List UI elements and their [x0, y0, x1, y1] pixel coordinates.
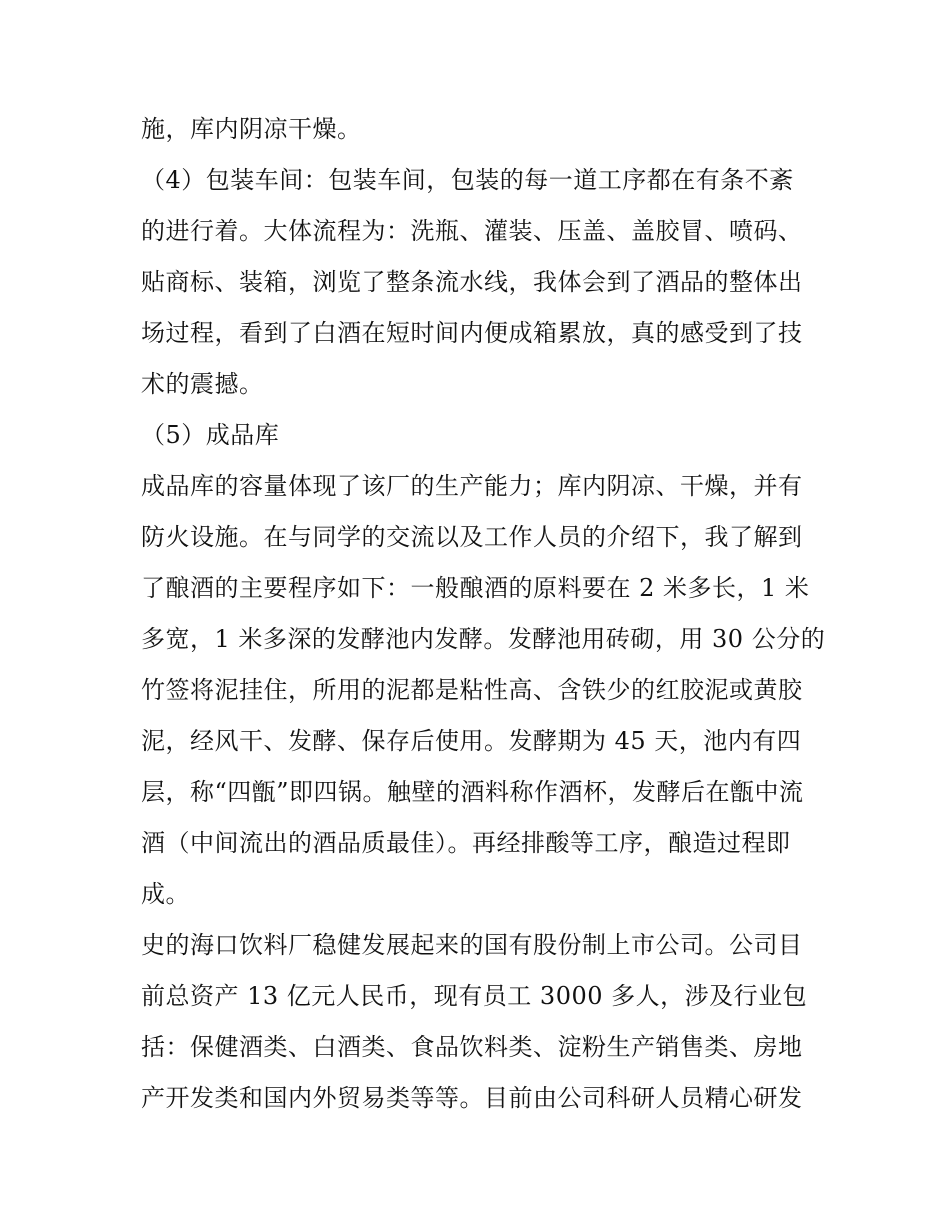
text-line: （4）包装车间：包装车间，包装的每一道工序都在有条不紊: [141, 166, 794, 194]
text-line: 术的震撼。: [141, 370, 264, 398]
section-heading: （5）成品库: [141, 421, 280, 449]
text-line: 贴商标、装箱，浏览了整条流水线，我体会到了酒品的整体出: [141, 268, 803, 296]
text-line: 层，称“四甑”即四锅。触壁的酒料称作酒杯，发酵后在甑中流: [141, 778, 804, 806]
text-line: 产开发类和国内外贸易类等等。目前由公司科研人员精心研发: [141, 1084, 803, 1112]
text-line: 成品库的容量体现了该厂的生产能力；库内阴凉、干燥，并有: [141, 472, 803, 500]
text-line: 了酿酒的主要程序如下：一般酿酒的原料要在 2 米多长，1 米: [141, 574, 810, 602]
text-line: 泥，经风干、发酵、保存后使用。发酵期为 45 天，池内有四: [141, 727, 802, 755]
text-line: 场过程，看到了白酒在短时间内便成箱累放，真的感受到了技: [141, 319, 803, 347]
text-line: 括：保健酒类、白酒类、食品饮料类、淀粉生产销售类、房地: [141, 1033, 803, 1061]
text-line: 成。: [141, 880, 190, 908]
text-line: 多宽，1 米多深的发酵池内发酵。发酵池用砖砌，用 30 公分的: [141, 625, 826, 653]
text-line: 防火设施。在与同学的交流以及工作人员的介绍下，我了解到: [141, 523, 803, 551]
text-line: 酒（中间流出的酒品质最佳）。再经排酸等工序，酿造过程即: [141, 829, 791, 857]
text-line: 竹签将泥挂住，所用的泥都是粘性高、含铁少的红胶泥或黄胶: [141, 676, 803, 704]
text-line: 的进行着。大体流程为：洗瓶、灌装、压盖、盖胶冒、喷码、: [141, 217, 803, 245]
text-line: 前总资产 13 亿元人民币，现有员工 3000 多人，涉及行业包: [141, 982, 808, 1010]
text-line: 施，库内阴凉干燥。: [141, 115, 362, 143]
text-line: 史的海口饮料厂稳健发展起来的国有股份制上市公司。公司目: [141, 931, 803, 959]
